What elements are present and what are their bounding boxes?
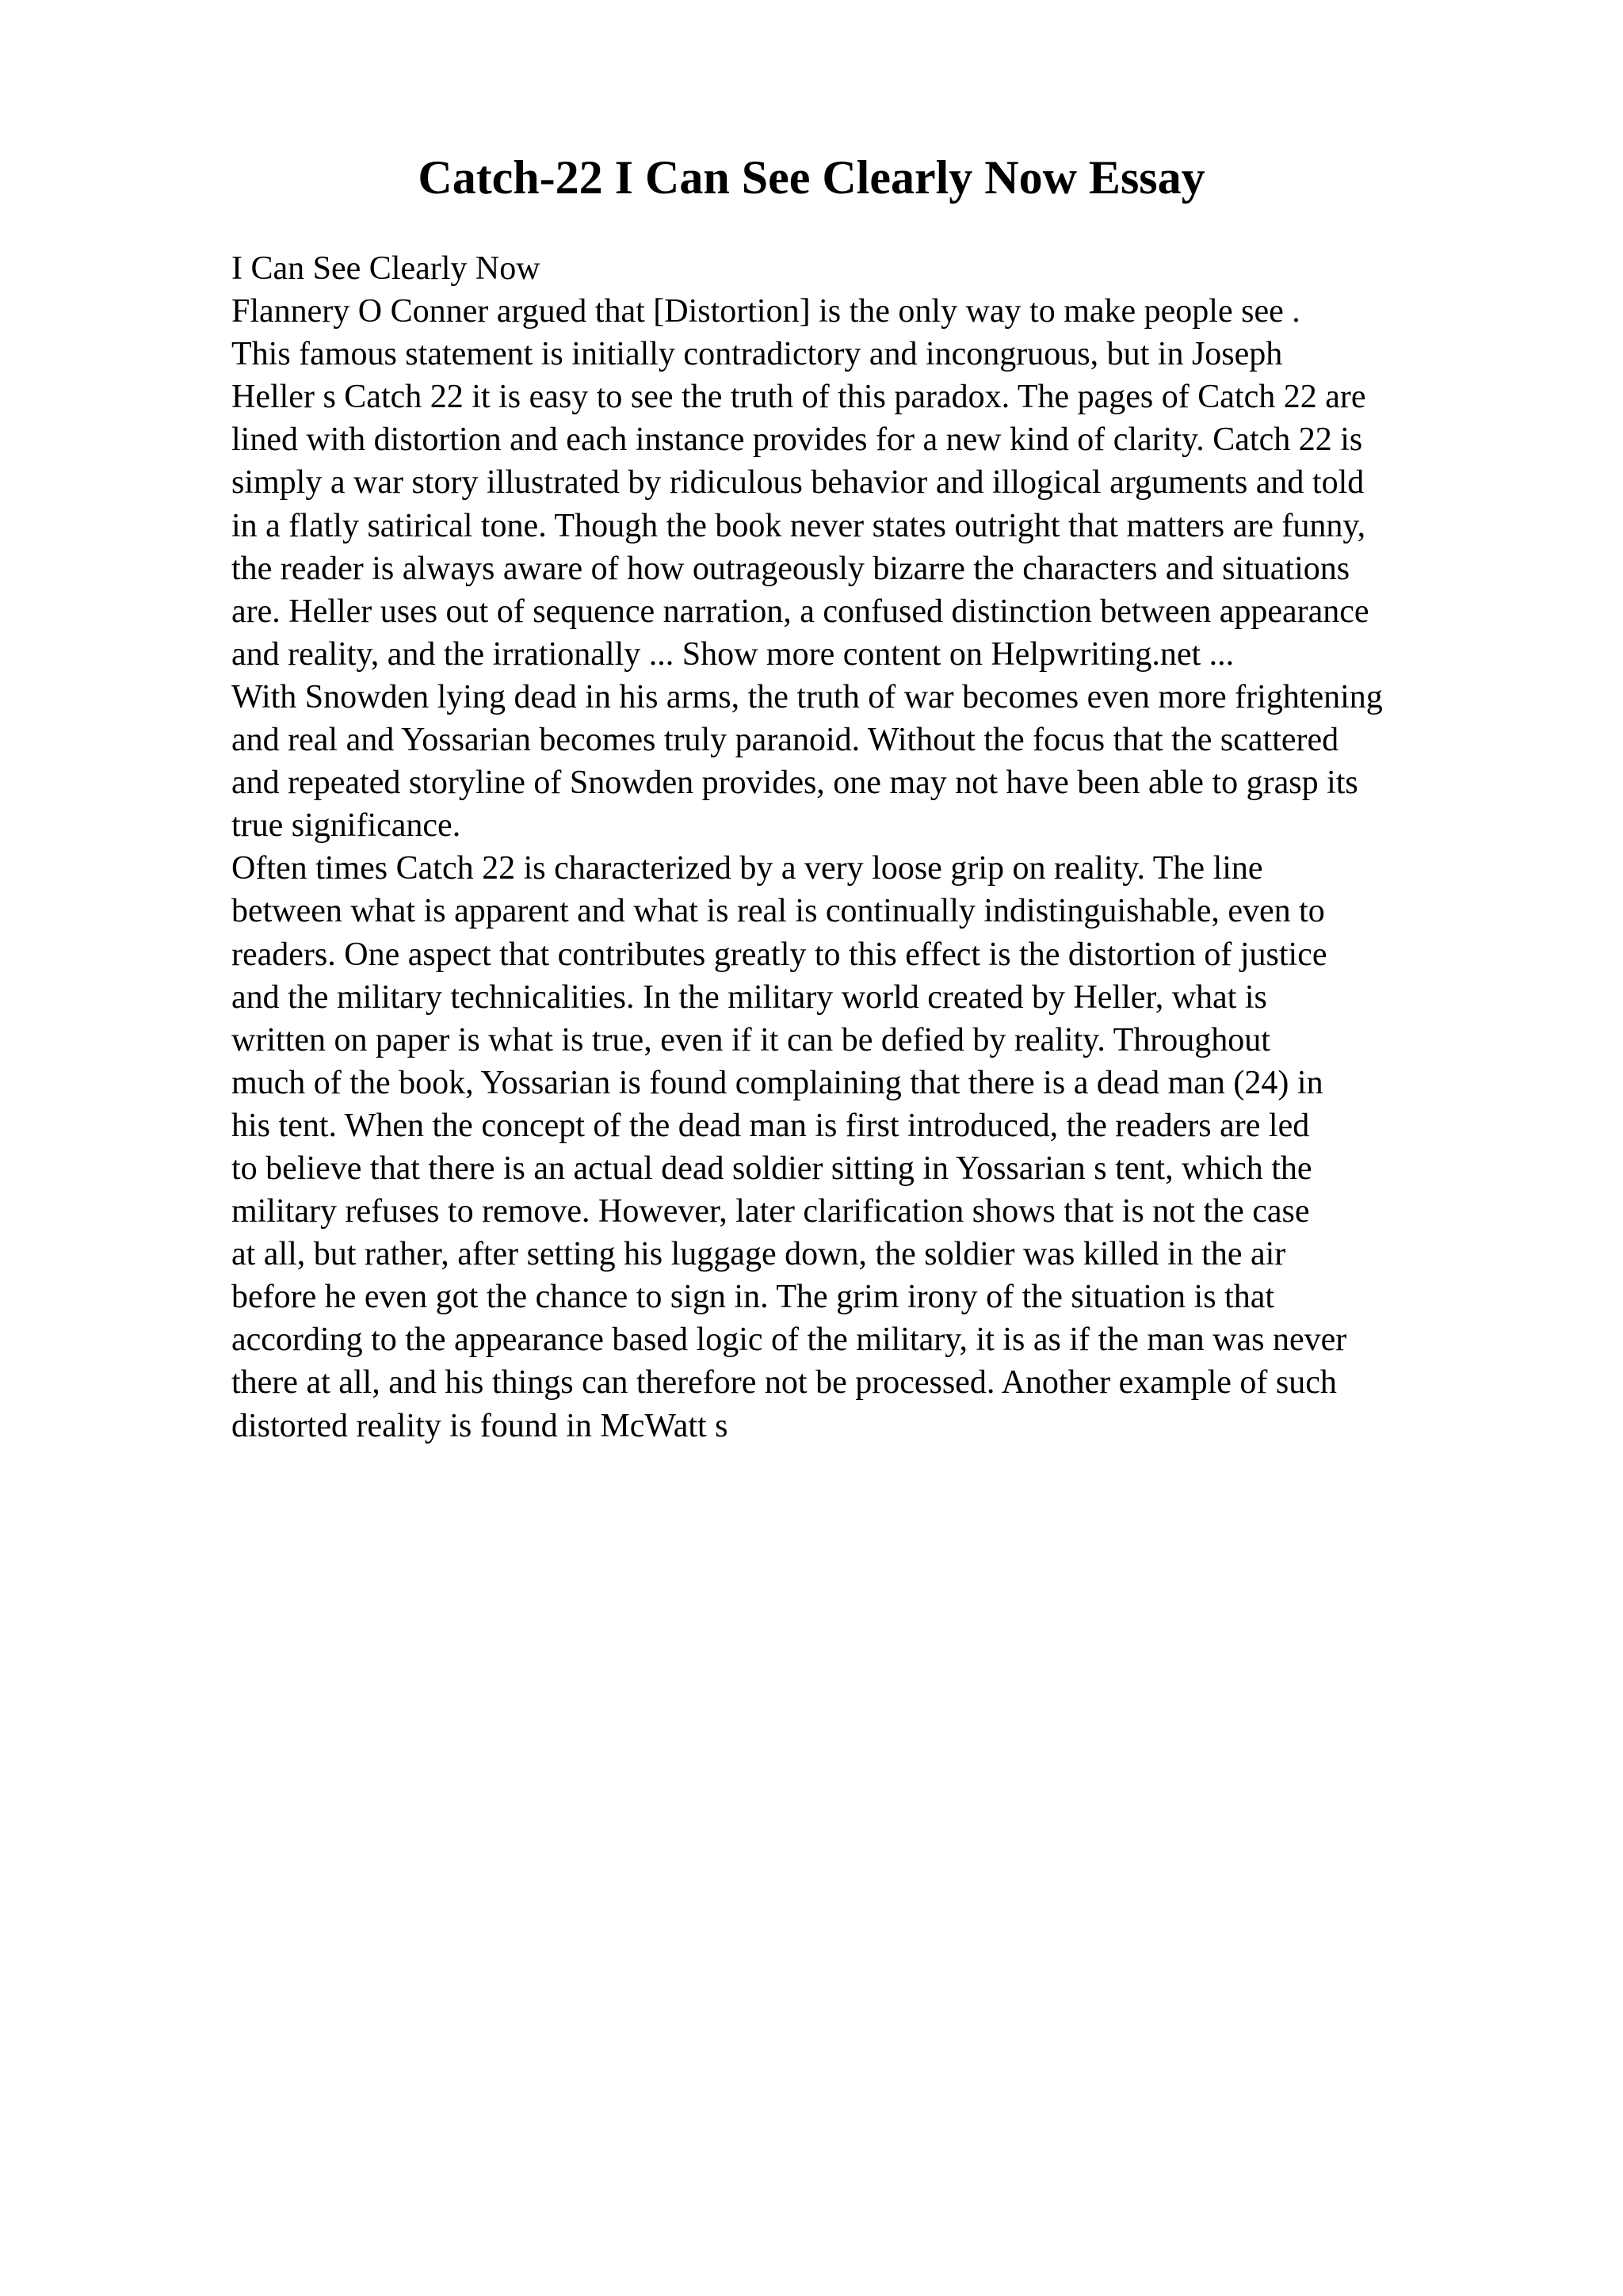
text-line: the reader is always aware of how outrageously bizarre the characters and situations <box>231 550 1350 587</box>
text-line: and real and Yossarian becomes truly paranoid. Without the focus that the scattered <box>231 722 1339 759</box>
text-line: Heller s Catch 22 it is easy to see the truth of this paradox. The pages of Catch 22 are <box>231 379 1366 416</box>
text-line: between what is apparent and what is real is continually indistinguishable, even to <box>231 893 1325 930</box>
text-line: simply a war story illustrated by ridiculous behavior and illogical arguments and told <box>231 464 1365 502</box>
text-line: at all, but rather, after setting his luggage down, the soldier was killed in the air <box>231 1236 1286 1273</box>
text-line: his tent. When the concept of the dead man is first introduced, the readers are led <box>231 1107 1310 1144</box>
text-line: lined with distortion and each instance provides for a new kind of clarity. Catch 22 is <box>231 421 1363 459</box>
text-line: true significance. <box>231 807 461 845</box>
text-line: Often times Catch 22 is characterized by a very loose grip on reality. The line <box>231 850 1263 887</box>
text-line: and reality, and the irrationally ... Show more content on Helpwriting.net ... <box>231 635 1235 673</box>
text-line: distorted reality is found in McWatt s <box>231 1407 728 1444</box>
text-line: much of the book, Yossarian is found complaining that there is a dead man (24) in <box>231 1064 1323 1101</box>
text-line: written on paper is what is true, even if it can be defied by reality. Throughout <box>231 1021 1270 1058</box>
text-line: to believe that there is an actual dead soldier sitting in Yossarian s tent, which the <box>231 1150 1312 1187</box>
text-line: readers. One aspect that contributes greatly to this effect is the distortion of justice <box>231 936 1327 973</box>
essay-body <box>231 247 1531 1447</box>
text-line: in a flatly satirical tone. Though the book never states outright that matters are funny, <box>231 507 1366 544</box>
text-line: before he even got the chance to sign in. The grim irony of the situation is that <box>231 1279 1275 1316</box>
text-line: according to the appearance based logic of the military, it is as if the man was never <box>231 1322 1347 1359</box>
text-line: Flannery O Conner argued that [Distortion] is the only way to make people see . <box>231 293 1300 330</box>
text-line: I Can See Clearly Now <box>231 250 540 287</box>
text-line: and repeated storyline of Snowden provides, one may not have been able to grasp its <box>231 765 1358 802</box>
text-line: are. Heller uses out of sequence narration, a confused distinction between appearance <box>231 593 1369 630</box>
text-line: there at all, and his things can therefore not be processed. Another example of such <box>231 1364 1337 1402</box>
text-line: With Snowden lying dead in his arms, the truth of war becomes even more frightening <box>231 678 1383 715</box>
text-line: This famous statement is initially contradictory and incongruous, but in Joseph <box>231 336 1283 373</box>
text-line: and the military technicalities. In the military world created by Heller, what is <box>231 978 1267 1016</box>
text-line: military refuses to remove. However, later clarification shows that is not the case <box>231 1193 1310 1230</box>
document-title: Catch-22 I Can See Clearly Now Essay <box>418 151 1205 204</box>
